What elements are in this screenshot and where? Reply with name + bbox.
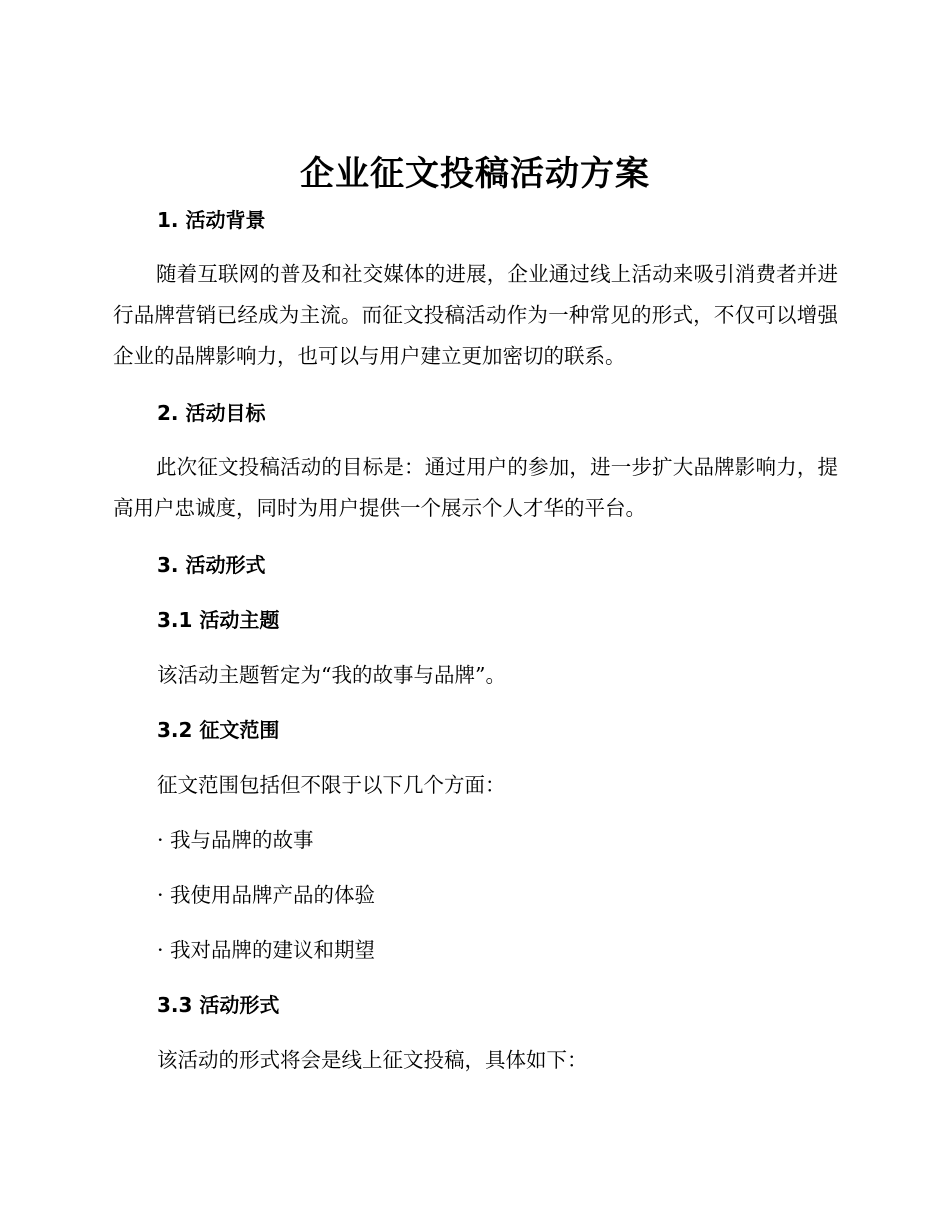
paragraph-background: 随着互联网的普及和社交媒体的进展，企业通过线上活动来吸引消费者并进行品牌营销已经成为主流。而征文投稿活动作为一种常见的形式，不仅可以增强企业的品牌影响力，也可以与用户建立更加密切的联系。 bbox=[113, 262, 838, 368]
paragraph-activity-form: 该活动的形式将会是线上征文投稿，具体如下： bbox=[157, 1048, 588, 1072]
list-item: · 我对品牌的建议和期望 bbox=[157, 938, 376, 962]
paragraph-goal: 此次征文投稿活动的目标是：通过用户的参加，进一步扩大品牌影响力，提高用户忠诚度，同时为用户提供一个展示个人才华的平台。 bbox=[113, 455, 838, 520]
paragraph-scope: 征文范围包括但不限于以下几个方面： bbox=[157, 773, 506, 797]
document-title: 企业征文投稿活动方案 bbox=[300, 154, 650, 194]
subsection-heading-theme: 3.1 活动主题 bbox=[157, 608, 280, 632]
section-heading-goal: 2. 活动目标 bbox=[157, 401, 266, 425]
list-item: · 我使用品牌产品的体验 bbox=[157, 883, 376, 907]
section-heading-form: 3. 活动形式 bbox=[157, 553, 266, 577]
subsection-heading-activity-form: 3.3 活动形式 bbox=[157, 993, 280, 1017]
subsection-heading-scope: 3.2 征文范围 bbox=[157, 718, 280, 742]
list-item: · 我与品牌的故事 bbox=[157, 828, 314, 852]
paragraph-theme: 该活动主题暂定为“我的故事与品牌”。 bbox=[157, 663, 506, 687]
section-heading-background: 1. 活动背景 bbox=[157, 208, 266, 232]
